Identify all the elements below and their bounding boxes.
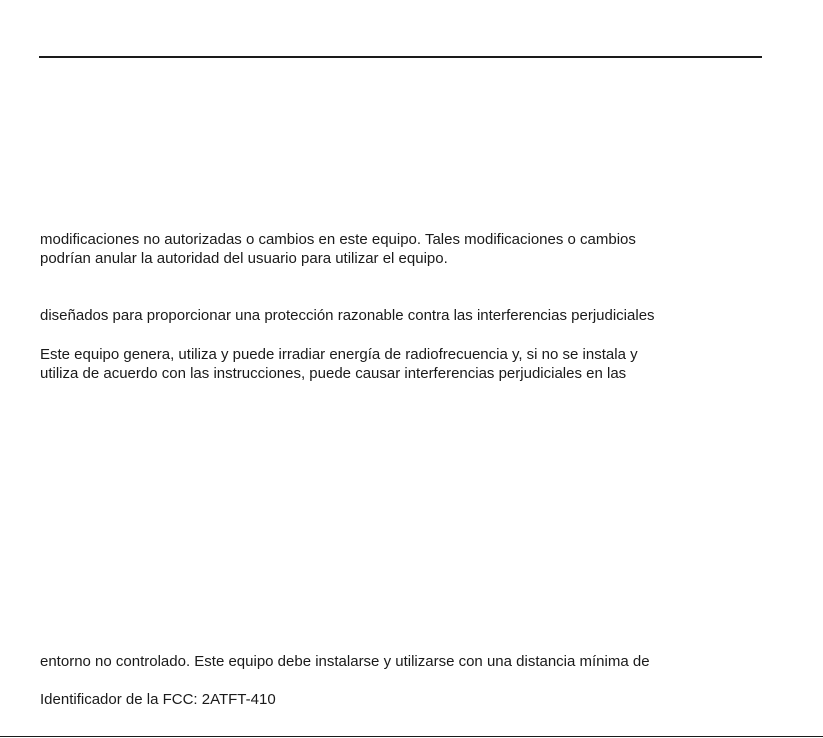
text-line: entorno no controlado. Este equipo debe instalarse y utilizarse con una distancia mínima de bbox=[40, 653, 650, 670]
text-line: utiliza de acuerdo con las instrucciones, puede causar interferencias perjudiciales en las bbox=[40, 365, 627, 382]
text-line: diseñados para proporcionar una protección razonable contra las interferencias perjudiciales bbox=[40, 307, 655, 324]
text-line: modificaciones no autorizadas o cambios en este equipo. Tales modificaciones o cambios bbox=[40, 231, 636, 248]
text-line: podrían anular la autoridad del usuario para utilizar el equipo. bbox=[40, 250, 448, 267]
paragraph-uncontrolled-environment bbox=[40, 652, 800, 671]
top-divider bbox=[39, 56, 762, 58]
fcc-identifier bbox=[40, 690, 800, 709]
paragraph-radio-frequency bbox=[40, 345, 800, 383]
bottom-divider bbox=[0, 736, 823, 737]
paragraph-reasonable-protection bbox=[40, 306, 800, 325]
text-line: Este equipo genera, utiliza y puede irradiar energía de radiofrecuencia y, si no se instala y bbox=[40, 346, 638, 363]
text-line: Identificador de la FCC: 2ATFT-410 bbox=[40, 691, 276, 708]
paragraph-unauthorized-modifications bbox=[40, 230, 800, 268]
